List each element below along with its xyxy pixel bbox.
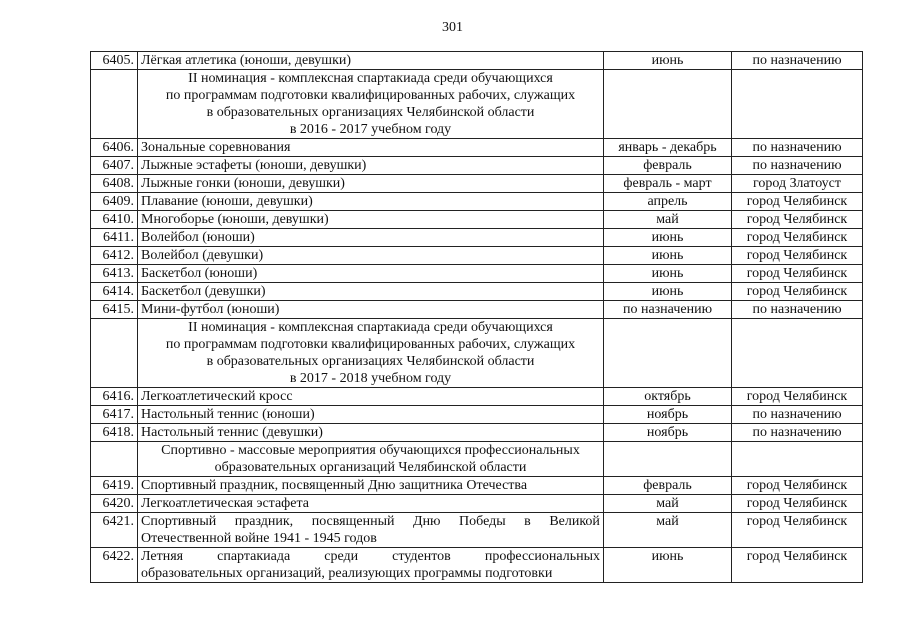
event-name: Лыжные гонки (юноши, девушки) (138, 175, 604, 193)
table-row (91, 424, 863, 442)
event-name (138, 548, 604, 583)
section-date-cell (604, 319, 732, 388)
event-name: Зональные соревнования (138, 139, 604, 157)
event-name-line: Спортивный праздник, посвященный Дню Победы в Великой (141, 514, 600, 529)
row-number: 6421. (91, 513, 138, 548)
row-number: 6422. (91, 548, 138, 583)
row-number: 6409. (91, 193, 138, 211)
row-number: 6415. (91, 301, 138, 319)
event-place: по назначению (732, 301, 863, 319)
event-name: Лыжные эстафеты (юноши, девушки) (138, 157, 604, 175)
event-place: город Челябинск (732, 283, 863, 301)
row-number: 6417. (91, 406, 138, 424)
event-place: город Челябинск (732, 495, 863, 513)
event-name: Легкоатлетическая эстафета (138, 495, 604, 513)
section-num-cell (91, 70, 138, 139)
event-date: май (604, 513, 732, 548)
page-number: 301 (442, 20, 463, 35)
section-title-line: в 2017 - 2018 учебном году (289, 371, 452, 386)
row-number: 6414. (91, 283, 138, 301)
event-place: по назначению (732, 157, 863, 175)
section-title-line: в образовательных организациях Челябинской области (206, 354, 535, 369)
event-place: город Челябинск (732, 388, 863, 406)
section-title-line: по программам подготовки квалифицированных рабочих, служащих (165, 88, 576, 103)
event-date: ноябрь (604, 424, 732, 442)
section-title (138, 70, 604, 139)
section-row (91, 319, 863, 388)
section-date-cell (604, 442, 732, 477)
section-title (138, 319, 604, 388)
event-place: город Челябинск (732, 247, 863, 265)
table-row (91, 301, 863, 319)
event-name: Баскетбол (девушки) (138, 283, 604, 301)
event-date: май (604, 211, 732, 229)
row-number: 6413. (91, 265, 138, 283)
table-row (91, 283, 863, 301)
event-name: Настольный теннис (девушки) (138, 424, 604, 442)
row-number: 6411. (91, 229, 138, 247)
event-date: июнь (604, 52, 732, 70)
event-place: по назначению (732, 52, 863, 70)
row-number: 6407. (91, 157, 138, 175)
row-number: 6416. (91, 388, 138, 406)
event-date: ноябрь (604, 406, 732, 424)
section-title (138, 442, 604, 477)
table-row (91, 477, 863, 495)
event-name: Волейбол (юноши) (138, 229, 604, 247)
section-title-line: Спортивно - массовые мероприятия обучающихся профессиональных (161, 443, 580, 458)
event-date: январь - декабрь (604, 139, 732, 157)
event-date: июнь (604, 548, 732, 583)
section-title-line: II номинация - комплексная спартакиада среди обучающихся (188, 71, 553, 86)
event-date: по назначению (604, 301, 732, 319)
table-row (91, 52, 863, 70)
event-name: Настольный теннис (юноши) (138, 406, 604, 424)
row-number: 6419. (91, 477, 138, 495)
section-title-line: в 2016 - 2017 учебном году (289, 122, 452, 137)
table-row (91, 247, 863, 265)
row-number: 6412. (91, 247, 138, 265)
event-place: город Челябинск (732, 548, 863, 583)
row-number: 6405. (91, 52, 138, 70)
events-table (90, 51, 863, 583)
event-date: июнь (604, 265, 732, 283)
event-date: февраль - март (604, 175, 732, 193)
event-place: город Челябинск (732, 211, 863, 229)
event-name-line: образовательных организаций, реализующих программы подготовки (141, 566, 553, 581)
section-place-cell (732, 442, 863, 477)
table-row (91, 175, 863, 193)
event-date: май (604, 495, 732, 513)
event-place: по назначению (732, 139, 863, 157)
event-name: Волейбол (девушки) (138, 247, 604, 265)
event-date: июнь (604, 229, 732, 247)
table-row (91, 157, 863, 175)
event-date: июнь (604, 247, 732, 265)
event-date: июнь (604, 283, 732, 301)
section-date-cell (604, 70, 732, 139)
table-row (91, 513, 863, 548)
table-row (91, 265, 863, 283)
event-place: по назначению (732, 424, 863, 442)
event-name: Лёгкая атлетика (юноши, девушки) (138, 52, 604, 70)
table-row (91, 495, 863, 513)
event-place: город Златоуст (732, 175, 863, 193)
section-title-line: в образовательных организациях Челябинской области (206, 105, 535, 120)
event-place: город Челябинск (732, 229, 863, 247)
section-place-cell (732, 70, 863, 139)
event-name (138, 513, 604, 548)
table-row (91, 139, 863, 157)
section-place-cell (732, 319, 863, 388)
row-number: 6418. (91, 424, 138, 442)
row-number: 6410. (91, 211, 138, 229)
event-date: апрель (604, 193, 732, 211)
section-title-line: по программам подготовки квалифицированных рабочих, служащих (165, 337, 576, 352)
row-number: 6406. (91, 139, 138, 157)
event-name: Мини-футбол (юноши) (138, 301, 604, 319)
event-name-line: Летняя спартакиада среди студентов профессиональных (141, 549, 600, 564)
section-title-line: II номинация - комплексная спартакиада среди обучающихся (188, 320, 553, 335)
event-place: город Челябинск (732, 513, 863, 548)
events-table-body (91, 52, 863, 583)
event-name: Многоборье (юноши, девушки) (138, 211, 604, 229)
table-row (91, 193, 863, 211)
event-name-line: Отечественной войне 1941 - 1945 годов (141, 531, 377, 546)
event-name: Спортивный праздник, посвященный Дню защитника Отечества (138, 477, 604, 495)
table-row (91, 388, 863, 406)
event-name: Плавание (юноши, девушки) (138, 193, 604, 211)
event-name: Легкоатлетический кросс (138, 388, 604, 406)
row-number: 6408. (91, 175, 138, 193)
event-date: октябрь (604, 388, 732, 406)
row-number: 6420. (91, 495, 138, 513)
section-title-line: образовательных организаций Челябинской области (214, 460, 527, 475)
section-row (91, 70, 863, 139)
event-place: по назначению (732, 406, 863, 424)
event-place: город Челябинск (732, 193, 863, 211)
section-num-cell (91, 319, 138, 388)
table-row (91, 211, 863, 229)
event-date: февраль (604, 157, 732, 175)
section-row (91, 442, 863, 477)
table-row (91, 229, 863, 247)
event-date: февраль (604, 477, 732, 495)
table-row (91, 548, 863, 583)
event-place: город Челябинск (732, 265, 863, 283)
event-name: Баскетбол (юноши) (138, 265, 604, 283)
section-num-cell (91, 442, 138, 477)
event-place: город Челябинск (732, 477, 863, 495)
table-row (91, 406, 863, 424)
